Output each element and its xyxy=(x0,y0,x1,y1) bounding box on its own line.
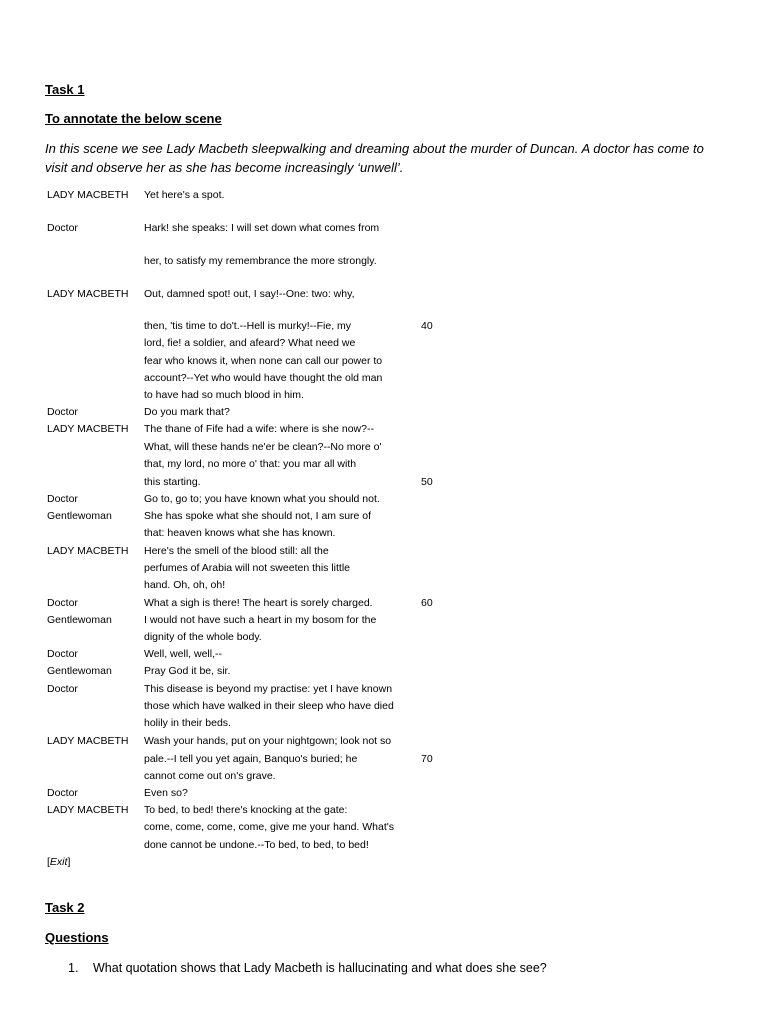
speech-text: Even so? xyxy=(144,787,188,799)
script-line xyxy=(0,220,768,237)
task1-subheading: To annotate the below scene xyxy=(45,111,222,126)
speech-text: cannot come out on's grave. xyxy=(144,770,276,782)
task1-heading: Task 1 xyxy=(45,82,85,97)
speaker-name: Doctor xyxy=(47,683,78,695)
script-line xyxy=(0,335,768,352)
speaker-name: LADY MACBETH xyxy=(47,735,129,747)
speaker-name: Gentlewoman xyxy=(47,510,112,522)
script-line xyxy=(0,187,768,204)
script-line xyxy=(0,286,768,303)
speaker-name: LADY MACBETH xyxy=(47,545,129,557)
speech-text: What a sigh is there! The heart is sorely charged. xyxy=(144,597,373,609)
script-line xyxy=(0,439,768,456)
speech-text: Wash your hands, put on your nightgown; look not so xyxy=(144,735,392,747)
speaker-name: Doctor xyxy=(47,648,78,660)
speaker-name: Gentlewoman xyxy=(47,614,112,626)
speech-text: Hark! she speaks: I will set down what comes from xyxy=(144,222,380,234)
script-line xyxy=(0,525,768,542)
script-line xyxy=(0,577,768,594)
question-number: 1. xyxy=(68,961,79,975)
script-line xyxy=(0,819,768,836)
speech-text: To bed, to bed! there's knocking at the gate: xyxy=(144,804,348,816)
speech-text: come, come, come, come, give me your hand. What's xyxy=(144,821,395,833)
speech-text: This disease is beyond my practise: yet I have known xyxy=(144,683,393,695)
speech-text: this starting. xyxy=(144,476,201,488)
line-number: 50 xyxy=(421,476,433,488)
script-line xyxy=(0,751,768,768)
speaker-name: LADY MACBETH xyxy=(47,423,129,435)
speech-text: Yet here's a spot. xyxy=(144,189,225,201)
script-line xyxy=(0,837,768,854)
exit-word: Exit xyxy=(49,856,68,868)
speaker-name: Gentlewoman xyxy=(47,665,112,677)
script-line xyxy=(0,353,768,370)
speech-text: those which have walked in their sleep who have died xyxy=(144,700,394,712)
script-line xyxy=(0,560,768,577)
script-line xyxy=(0,508,768,525)
script-line xyxy=(0,491,768,508)
speech-text: Out, damned spot! out, I say!--One: two: why, xyxy=(144,288,355,300)
speech-text: dignity of the whole body. xyxy=(144,631,262,643)
bracket-open: [ xyxy=(47,856,50,868)
speech-text: hand. Oh, oh, oh! xyxy=(144,579,226,591)
speaker-name: LADY MACBETH xyxy=(47,189,129,201)
speech-text: fear who knows it, when none can call our power to xyxy=(144,355,383,367)
speech-text: Here's the smell of the blood still: all the xyxy=(144,545,329,557)
script-line xyxy=(0,698,768,715)
speaker-name: Doctor xyxy=(47,222,78,234)
script-line xyxy=(0,802,768,819)
speaker-name: LADY MACBETH xyxy=(47,288,129,300)
scene-intro: In this scene we see Lady Macbeth sleepwalking and dreaming about the murder of Duncan. A doctor has come to visit and observe her as she has become increasingly ‘unwell’. xyxy=(45,141,704,175)
speech-text: that: heaven knows what she has known. xyxy=(144,527,336,539)
task2-subheading: Questions xyxy=(45,930,109,945)
speech-text: Do you mark that? xyxy=(144,406,230,418)
speech-text: pale.--I tell you yet again, Banquo's buried; he xyxy=(144,753,358,765)
speech-text: Go to, go to; you have known what you should not. xyxy=(144,493,380,505)
script-line xyxy=(0,318,768,335)
speech-text: I would not have such a heart in my bosom for the xyxy=(144,614,377,626)
speech-text: Well, well, well,-- xyxy=(144,648,222,660)
script-line xyxy=(0,612,768,629)
speech-text: then, 'tis time to do't.--Hell is murky!--Fie, my xyxy=(144,320,352,332)
stage-direction-exit xyxy=(47,854,70,871)
script-line xyxy=(0,733,768,750)
speech-text: done cannot be undone.--To bed, to bed, to bed! xyxy=(144,839,369,851)
speech-text: What, will these hands ne'er be clean?--No more o' xyxy=(144,441,382,453)
script-line xyxy=(0,785,768,802)
script-line xyxy=(0,715,768,732)
line-number: 70 xyxy=(421,753,433,765)
speech-text: perfumes of Arabia will not sweeten this little xyxy=(144,562,351,574)
script-line xyxy=(0,456,768,473)
speech-text: She has spoke what she should not, I am sure of xyxy=(144,510,372,522)
speaker-name: Doctor xyxy=(47,787,78,799)
speech-text: to have had so much blood in him. xyxy=(144,389,304,401)
speaker-name: Doctor xyxy=(47,597,78,609)
script-line xyxy=(0,681,768,698)
script-line xyxy=(0,595,768,612)
speech-text: account?--Yet who would have thought the old man xyxy=(144,372,383,384)
speech-text: Pray God it be, sir. xyxy=(144,665,231,677)
task2-heading: Task 2 xyxy=(45,900,85,915)
bracket-close: ] xyxy=(67,856,71,868)
line-number: 60 xyxy=(421,597,433,609)
speech-text: that, my lord, no more o' that: you mar all with xyxy=(144,458,357,470)
script-line xyxy=(0,646,768,663)
script-line xyxy=(0,421,768,438)
script-line xyxy=(0,629,768,646)
question-text: What quotation shows that Lady Macbeth is hallucinating and what does she see? xyxy=(93,961,547,975)
script-line xyxy=(0,387,768,404)
question-item xyxy=(68,959,547,977)
script-line xyxy=(0,768,768,785)
speech-text: The thane of Fife had a wife: where is she now?-- xyxy=(144,423,374,435)
script-line xyxy=(0,253,768,270)
speech-text: holily in their beds. xyxy=(144,717,231,729)
speech-text: her, to satisfy my remembrance the more strongly. xyxy=(144,255,377,267)
script-line xyxy=(0,543,768,560)
speaker-name: LADY MACBETH xyxy=(47,804,129,816)
script-line xyxy=(0,404,768,421)
speaker-name: Doctor xyxy=(47,493,78,505)
script-line xyxy=(0,474,768,491)
speaker-name: Doctor xyxy=(47,406,78,418)
script-line xyxy=(0,370,768,387)
speech-text: lord, fie! a soldier, and afeard? What need we xyxy=(144,337,356,349)
script-line xyxy=(0,663,768,680)
line-number: 40 xyxy=(421,320,433,332)
